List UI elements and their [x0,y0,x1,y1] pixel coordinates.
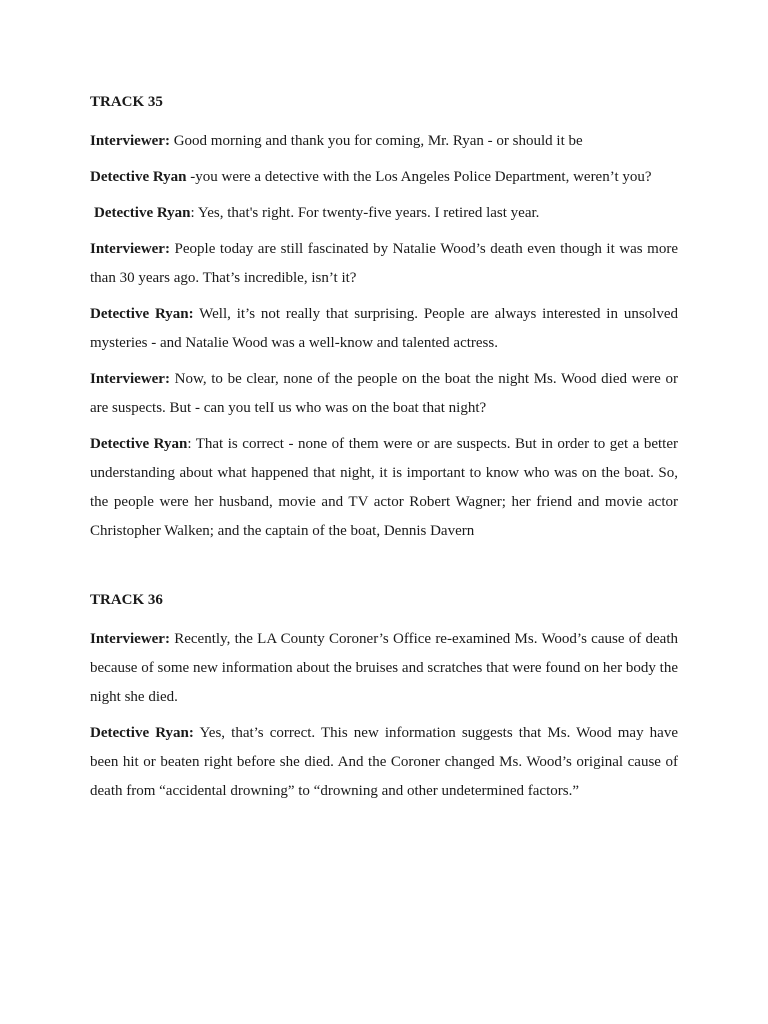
dialogue-text: Good morning and thank you for coming, Mr. Ryan - or should it be [169,133,583,149]
dialogue-paragraph [90,430,678,546]
speaker-label: Detective Ryan [94,205,191,221]
speaker-label: Detective Ryan: [90,725,194,741]
dialogue-text: -you were a detective with the Los Angeles Police Department, weren’t you? [186,169,652,185]
dialogue-text: Now, to be clear, none of the people on the boat the night Ms. Wood died were or are suspects. But - can you telI us who was on the boat that night? [90,371,678,416]
document-page [90,91,678,813]
dialogue-paragraph [90,163,678,192]
dialogue-paragraph [90,625,678,712]
dialogue-text: Well, it’s not really that surprising. People are always interested in unsolved mysteries - and Natalie Wood was a well-know and talented actress. [90,306,678,351]
section-spacer [90,553,678,589]
dialogue-paragraph [90,235,678,293]
dialogue-paragraph [90,127,678,156]
dialogue-text: People today are still fascinated by Natalie Wood’s death even though it was more than 30 years ago. That’s incredible, isn’t it? [90,241,678,286]
speaker-label: Interviewer: [90,631,170,647]
dialogue-text: : Yes, that's right. For twenty-five years. I retired last year. [190,205,540,221]
dialogue-paragraph [90,719,678,806]
track-heading: TRACK 35 [90,94,163,110]
speaker-label: Interviewer: [90,133,170,149]
track-heading: TRACK 36 [90,592,163,608]
speaker-label: Detective Ryan: [90,306,194,322]
speaker-label: Interviewer: [90,371,170,387]
dialogue-paragraph [90,300,678,358]
speaker-label: Detective Ryan [90,169,187,185]
dialogue-paragraph [90,365,678,423]
dialogue-paragraph [90,199,678,228]
speaker-label: Detective Ryan [90,436,188,452]
dialogue-text: Yes, that’s correct. This new information suggests that Ms. Wood may have been hit or beaten right before she died. And the Coroner changed Ms. Wood’s original cause of death from “accidental drowning” to “drowning and other undetermined factors.” [90,725,679,799]
dialogue-text: Recently, the LA County Coroner’s Office re-examined Ms. Wood’s cause of death because of some new information about the bruises and scratches that were found on her body the night she died. [90,631,678,705]
speaker-label: Interviewer: [90,241,170,257]
dialogue-text: : That is correct - none of them were or are suspects. But in order to get a better understanding about what happened that night, it is important to know who was on the boat. So, the people were her husband, movie and TV actor Robert Wagner; her friend and movie actor Christopher Walken; and the captain of the boat, Dennis Davern [90,436,678,539]
